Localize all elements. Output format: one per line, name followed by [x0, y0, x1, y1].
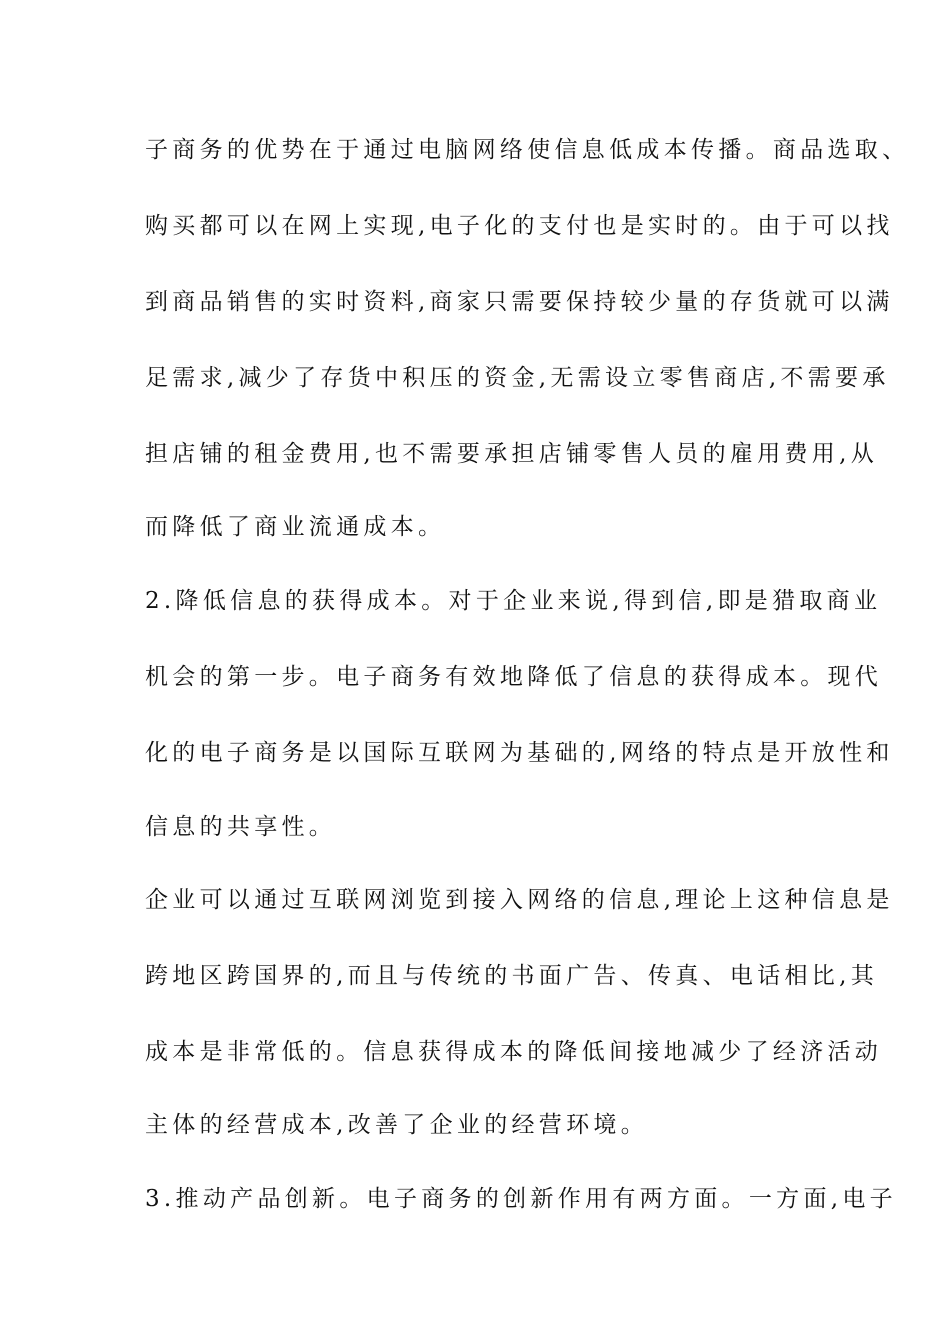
- text-line: 化的电子商务是以国际互联网为基础的,网络的特点是开放性和: [145, 740, 894, 766]
- text-line: 子商务的优势在于通过电脑网络使信息低成本传播。商品选取、: [145, 137, 910, 163]
- text-line: 成本是非常低的。信息获得成本的降低间接地减少了经济活动: [145, 1039, 883, 1065]
- text-line: 2.降低信息的获得成本。对于企业来说,得到信,即是猎取商业: [145, 588, 882, 614]
- text-line: 足需求,减少了存货中积压的资金,无需设立零售商店,不需要承: [145, 365, 890, 391]
- text-line: 信息的共享性。: [145, 814, 337, 840]
- text-line: 3.推动产品创新。电子商务的创新作用有两方面。一方面,电子: [145, 1186, 897, 1212]
- text-line: 主体的经营成本,改善了企业的经营环境。: [145, 1112, 649, 1138]
- text-line: 购买都可以在网上实现,电子化的支付也是实时的。由于可以找: [145, 213, 894, 239]
- text-line: 而降低了商业流通成本。: [145, 514, 446, 540]
- text-line: 跨地区跨国界的,而且与传统的书面广告、传真、电话相比,其: [145, 963, 879, 989]
- text-line: 担店铺的租金费用,也不需要承担店铺零售人员的雇用费用,从: [145, 441, 879, 467]
- text-line: 机会的第一步。电子商务有效地降低了信息的获得成本。现代: [145, 664, 883, 690]
- text-line: 到商品销售的实时资料,商家只需要保持较少量的存货就可以满: [145, 289, 894, 315]
- text-line: 企业可以通过互联网浏览到接入网络的信息,理论上这种信息是: [145, 887, 894, 913]
